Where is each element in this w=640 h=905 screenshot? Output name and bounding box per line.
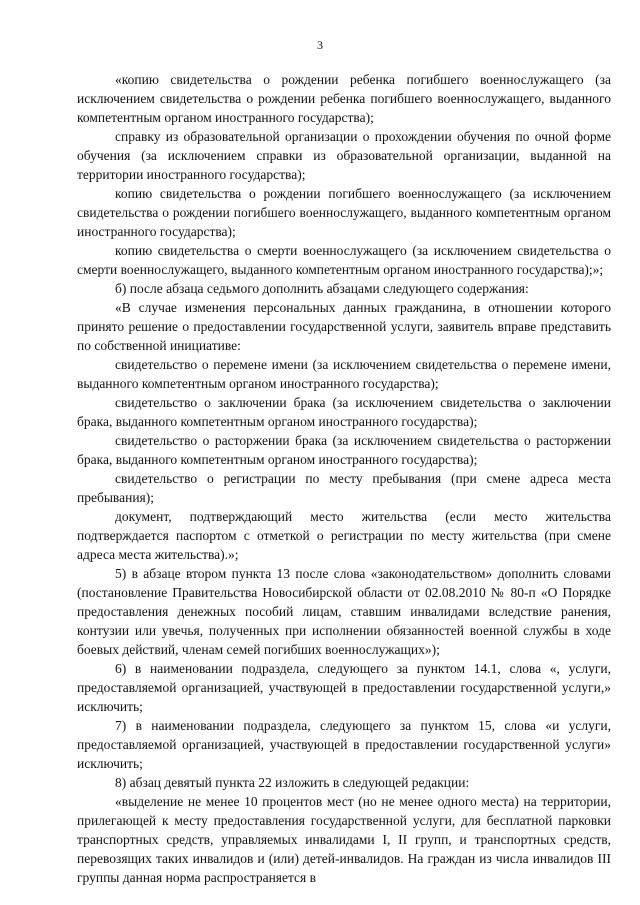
paragraph: свидетельство о перемене имени (за исключением свидетельства о перемене имени, выданного компетентным органом иностранного государства);	[77, 357, 611, 391]
paragraph: «В случае изменения персональных данных гражданина, в отношении которого принято решение о предоставлении государственной услуги, заявитель вправе представить по собственной инициативе:	[77, 300, 611, 353]
paragraph: документ, подтверждающий место жительства (если место жительства подтверждается паспортом с отметкой о регистрации по месту жительства (при смене адреса места жительства).»;	[77, 509, 611, 562]
paragraph: 8) абзац девятый пункта 22 изложить в следующей редакции:	[115, 775, 470, 790]
paragraph: копию свидетельства о рождении погибшего военнослужащего (за исключением свидетельства о рождении погибшего военнослужащего, выданного компетентным органом иностранного государства);	[77, 186, 611, 239]
paragraph: 6) в наименовании подраздела, следующего за пунктом 14.1, слова «, услуги, предоставляемой организацией, участвующей в предоставлении государственной услуги,» исключить;	[77, 661, 611, 714]
paragraph: 5) в абзаце втором пункта 13 после слова «законодательством» дополнить словами (постановление Правительства Новосибирской области от 02.08.2010 № 80-п «О Порядке предоставления денежных пособий лицам, ставшим инвалидами вследствие ранения, контузии или увечья, полученных при исполнении обязанностей военной службы в ходе боевых действий, членам семей погибших военнослужащих»);	[77, 566, 611, 657]
paragraph: свидетельство о регистрации по месту пребывания (при смене адреса места пребывания);	[77, 471, 611, 505]
page-number: 3	[317, 38, 323, 52]
paragraph: свидетельство о расторжении брака (за исключением свидетельства о расторжении брака, выданного компетентным органом иностранного государства);	[77, 433, 611, 467]
paragraph: б) после абзаца седьмого дополнить абзацами следующего содержания:	[115, 281, 529, 296]
paragraph: 7) в наименовании подраздела, следующего за пунктом 15, слова «и услуги, предоставляемой организацией, участвующей в предоставлении государственной услуги» исключить;	[77, 718, 611, 771]
paragraph: «выделение не менее 10 процентов мест (но не менее одного места) на территории, прилегающей к месту предоставления государственной услуги, для бесплатной парковки транспортных средств, управляемых инвалидами I, II групп, и транспортных средств, перевозящих таких инвалидов и (или) детей-инвалидов. На граждан из числа инвалидов III группы данная норма распространяется в	[77, 794, 611, 885]
document-body	[77, 70, 611, 887]
paragraph: «копию свидетельства о рождении ребенка погибшего военнослужащего (за исключением свидетельства о рождении ребенка погибшего военнослужащего, выданного компетентным органом иностранного государства);	[77, 72, 611, 125]
paragraph: копию свидетельства о смерти военнослужащего (за исключением свидетельства о смерти военнослужащего, выданного компетентным органом иностранного государства);»;	[77, 243, 611, 277]
paragraph: справку из образовательной организации о прохождении обучения по очной форме обучения (за исключением справки из образовательной организации, выданной на территории иностранного государства);	[77, 129, 611, 182]
paragraph: свидетельство о заключении брака (за исключением свидетельства о заключении брака, выданного компетентным органом иностранного государства);	[77, 395, 611, 429]
